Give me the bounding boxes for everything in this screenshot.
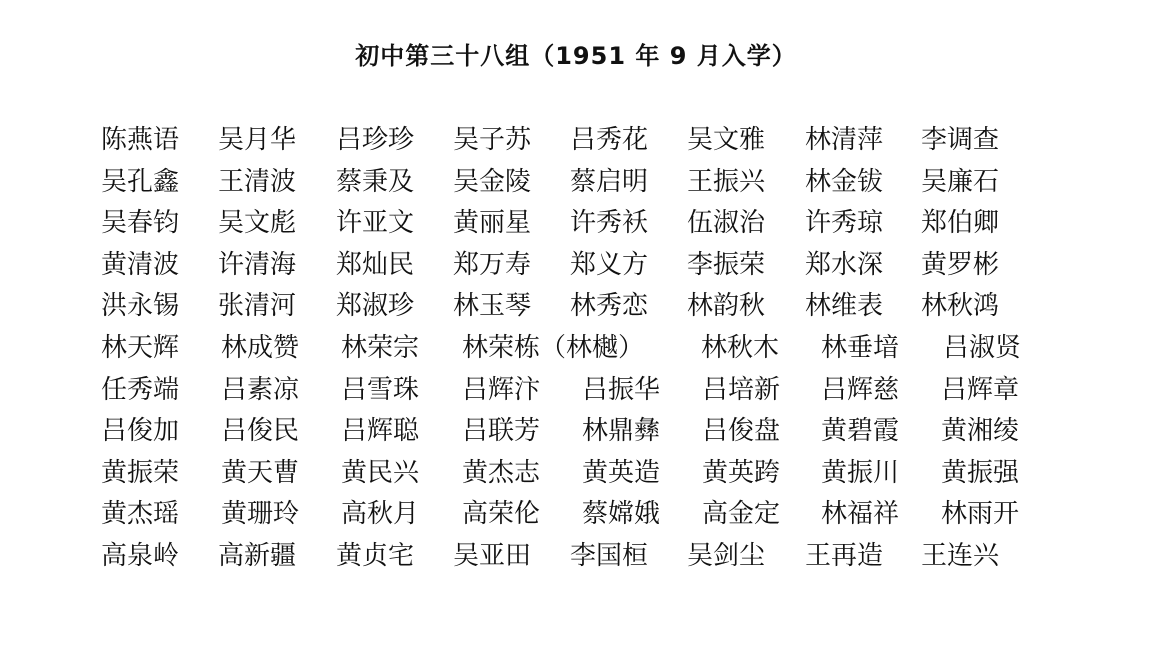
student-name: 黄英造: [582, 457, 661, 488]
name-row: [101, 536, 1111, 578]
student-name: 林清萍: [805, 125, 884, 155]
student-name: 吴孔鑫: [101, 166, 180, 197]
student-name: 黄碧霞: [821, 416, 900, 447]
student-name: 吕俊加: [101, 416, 180, 447]
student-name: 李调查: [921, 125, 1000, 155]
student-name: 郑灿民: [336, 249, 415, 280]
student-name: 许秀琼: [805, 208, 884, 239]
student-name: 吕辉慈: [821, 374, 900, 405]
student-name: 吕辉章: [941, 374, 1020, 405]
student-name: 王清波: [218, 166, 297, 197]
name-row: [101, 453, 1111, 495]
student-name: 黄民兴: [341, 457, 420, 488]
student-name: 吕淑贤: [943, 332, 1022, 363]
student-name: 伍淑治: [687, 208, 766, 239]
student-name: 郑淑珍: [336, 291, 415, 322]
name-row: [101, 370, 1111, 412]
student-name: 郑义方: [570, 249, 649, 280]
name-list: [101, 120, 1111, 578]
student-name: 郑水深: [805, 249, 884, 280]
student-name: 黄英跨: [702, 457, 781, 488]
student-name: 林金钹: [805, 166, 884, 197]
student-name: 吴剑尘: [687, 540, 766, 571]
student-name: 吴亚田: [453, 540, 532, 571]
student-name: 林垂堷: [821, 332, 900, 363]
name-row: [101, 245, 1111, 287]
student-name: 陈燕语: [101, 125, 180, 155]
student-name: 王连兴: [921, 540, 1000, 571]
student-name: 高荣伦: [462, 499, 541, 530]
student-name: 林天辉: [101, 332, 180, 363]
student-name: 黄天曹: [221, 457, 300, 488]
student-name: 许清海: [218, 249, 297, 280]
student-name: 黄清波: [101, 249, 180, 280]
student-name: 蔡秉及: [336, 166, 415, 197]
student-name: 黄贞宅: [336, 540, 415, 571]
student-name: 吴文彪: [218, 208, 297, 239]
student-name: 林韵秋: [687, 291, 766, 322]
student-name: 吕素凉: [221, 374, 300, 405]
student-name: 洪永锡: [101, 291, 180, 322]
student-name: 黄丽星: [453, 208, 532, 239]
student-name: 高泉岭: [101, 540, 180, 571]
student-name: 许亚文: [336, 208, 415, 239]
name-row: [101, 494, 1111, 536]
student-name: 黄杰志: [462, 457, 541, 488]
student-name: 吕雪珠: [341, 374, 420, 405]
student-name: 高新疆: [218, 540, 297, 571]
student-name: 蔡嫦娥: [582, 499, 661, 530]
name-row: [101, 203, 1111, 245]
name-row: [101, 328, 1111, 370]
student-name: 吴金陵: [453, 166, 532, 197]
student-name: 高秋月: [341, 499, 420, 530]
student-name: 黄湘绫: [941, 416, 1020, 447]
student-name: 李国桓: [570, 540, 649, 571]
student-name: 林成赞: [221, 332, 300, 363]
student-name: 黄振荣: [101, 457, 180, 488]
student-name: 高金定: [702, 499, 781, 530]
student-name: 林维表: [805, 291, 884, 322]
student-name: 王再造: [805, 540, 884, 571]
student-name: 林荣栋（林樾）: [462, 332, 645, 363]
student-name: 吕俊民: [221, 416, 300, 447]
student-name: 任秀端: [101, 374, 180, 405]
student-name: 吕秀花: [570, 125, 649, 155]
student-name: 林秋木: [701, 332, 780, 363]
student-name: 黄振川: [821, 457, 900, 488]
name-row: [101, 162, 1111, 204]
student-name: 吕联芳: [462, 416, 541, 447]
student-name: 林鼎彝: [582, 416, 661, 447]
student-name: 林荣宗: [341, 332, 420, 363]
student-name: 吴廉石: [921, 166, 1000, 197]
student-name: 吴文雅: [687, 125, 766, 155]
student-name: 吕辉汴: [462, 374, 541, 405]
name-row: [101, 120, 1111, 162]
name-row: [101, 411, 1111, 453]
student-name: 黄罗彬: [921, 249, 1000, 280]
student-name: 吕辉聪: [341, 416, 420, 447]
name-row: [101, 286, 1111, 328]
student-name: 吴月华: [218, 125, 297, 155]
student-name: 林秀恋: [570, 291, 649, 322]
student-name: 吴子苏: [453, 125, 532, 155]
student-name: 吴春钧: [101, 208, 180, 239]
student-name: 蔡启明: [570, 166, 649, 197]
student-name: 许秀袄: [570, 208, 649, 239]
student-name: 黄珊玲: [221, 499, 300, 530]
student-name: 李振荣: [687, 249, 766, 280]
student-name: 黄振强: [941, 457, 1020, 488]
student-name: 林雨开: [941, 499, 1020, 530]
student-name: 郑伯卿: [921, 208, 1000, 239]
student-name: 黄杰瑶: [101, 499, 180, 530]
student-name: 张清河: [218, 291, 297, 322]
student-name: 吕俊盘: [702, 416, 781, 447]
student-name: 吕珍珍: [336, 125, 415, 155]
student-name: 林玉琴: [453, 291, 532, 322]
student-name: 王振兴: [687, 166, 766, 197]
student-name: 吕振华: [582, 374, 661, 405]
page-title: 初中第三十八组（1951 年 9 月入学）: [355, 42, 797, 70]
student-name: 吕培新: [702, 374, 781, 405]
student-name: 郑万寿: [453, 249, 532, 280]
student-name: 林秋鸿: [921, 291, 1000, 322]
student-name: 林福祥: [821, 499, 900, 530]
